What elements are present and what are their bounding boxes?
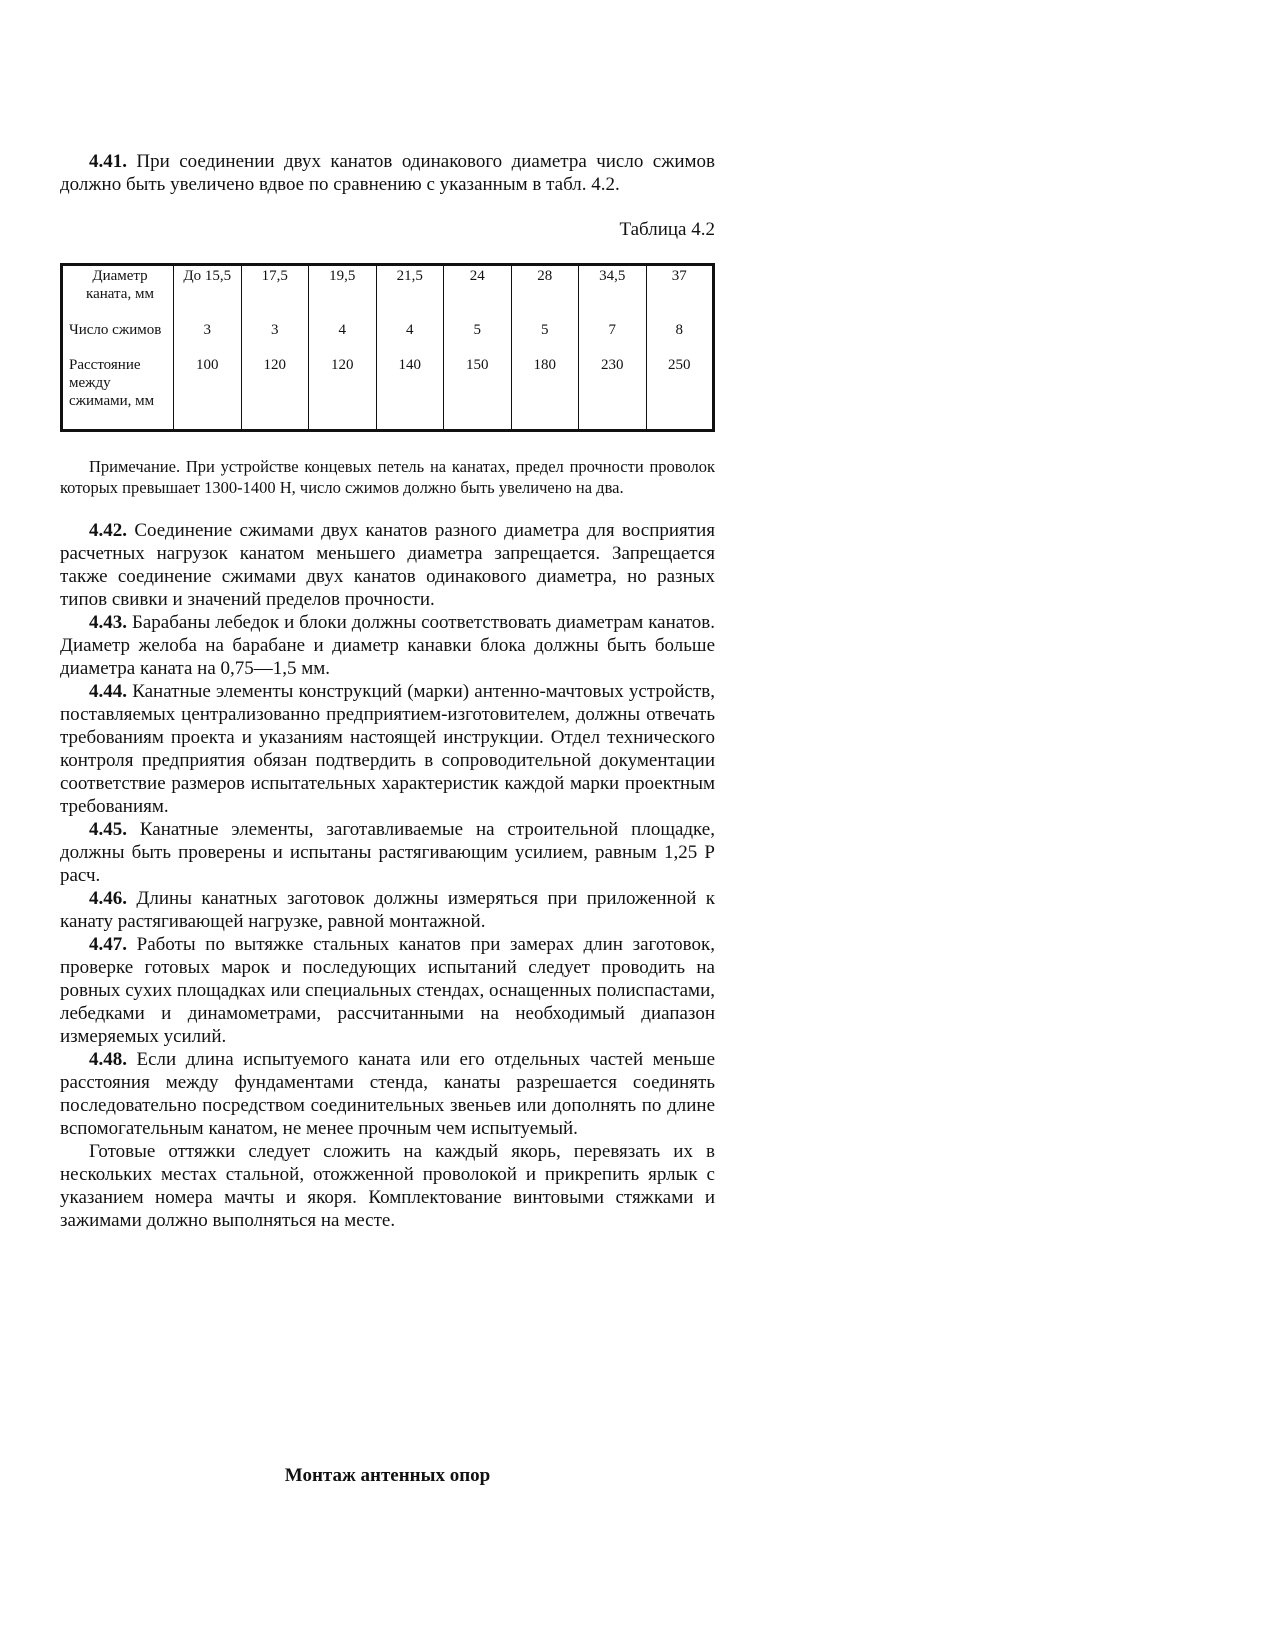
clause-text: При соединении двух канатов одинакового диаметра число сжимов должно быть увеличено вдвое по сравнению с указанным в табл. 4.2. xyxy=(60,151,715,195)
clause-number: 4.45. xyxy=(89,819,127,840)
table-cell: 3 xyxy=(241,307,309,352)
table-cell: 140 xyxy=(376,352,444,431)
table-cell: 250 xyxy=(646,352,714,431)
paragraph-final: Готовые оттяжки следует сложить на каждый якорь, перевязать их в нескольких местах стальной, отожженной проволокой и прикрепить ярлык с указанием номера мачты и якоря. Комплектование винтовыми стяжками и зажимами должно выполняться на месте. xyxy=(60,1141,715,1231)
paragraph-4-44 xyxy=(60,680,715,818)
table-cell: 5 xyxy=(511,307,579,352)
paragraph-4-47 xyxy=(60,933,715,1048)
table-cell: До 15,5 xyxy=(174,265,242,308)
table-cell: 5 xyxy=(444,307,512,352)
spacer xyxy=(60,498,715,519)
paragraph-4-48 xyxy=(60,1048,715,1140)
table-cell: 230 xyxy=(579,352,647,431)
clause-text: Если длина испытуемого каната или его отдельных частей меньше расстояния между фундаментами стенда, канаты разрешается соединять последовательно посредством соединительных звеньев или дополнять по длине вспомогательным канатом, не менее прочным чем испытуемый. xyxy=(60,1049,715,1139)
table-cell: 150 xyxy=(444,352,512,431)
paragraph-4-41 xyxy=(60,150,715,196)
clause-text: Работы по вытяжке стальных канатов при замерах длин заготовок, проверке готовых марок и последующих испытаний следует проводить на ровных сухих площадках или специальных стендах, оснащенных полиспастами, лебедками и динамометрами, рассчитанными на необходимый диапазон измеряемых усилий. xyxy=(60,934,715,1047)
paragraph-4-42 xyxy=(60,519,715,611)
table-row-clamps xyxy=(62,307,714,352)
clause-number: 4.48. xyxy=(89,1049,127,1070)
row-header-distance: Расстояние между сжимами, мм xyxy=(62,352,174,431)
table-row-diameter xyxy=(62,265,714,308)
clause-number: 4.44. xyxy=(89,681,127,702)
table-cell: 3 xyxy=(174,307,242,352)
table-cell: 21,5 xyxy=(376,265,444,308)
table-cell: 37 xyxy=(646,265,714,308)
table-cell: 4 xyxy=(376,307,444,352)
clause-number: 4.42. xyxy=(89,520,127,541)
clause-number: 4.41. xyxy=(89,151,127,172)
document-body xyxy=(60,150,715,1232)
clause-number: 4.47. xyxy=(89,934,127,955)
table-cell: 7 xyxy=(579,307,647,352)
clause-number: 4.43. xyxy=(89,612,127,633)
table-cell: 19,5 xyxy=(309,265,377,308)
table-cell: 120 xyxy=(309,352,377,431)
clause-text: Соединение сжимами двух канатов разного диаметра для восприятия расчетных нагрузок канатом меньшего диаметра запрещается. Запрещается также соединение сжимами двух канатов одинакового диаметра, но разных типов свивки и значений пределов прочности. xyxy=(60,520,715,610)
paragraph-4-45 xyxy=(60,818,715,887)
section-heading: Монтаж антенных опор xyxy=(284,1465,491,1486)
row-header-clamps: Число сжимов xyxy=(62,307,174,352)
table-cell: 24 xyxy=(444,265,512,308)
clause-number: 4.46. xyxy=(89,888,127,909)
table-cell: 100 xyxy=(174,352,242,431)
table-cell: 8 xyxy=(646,307,714,352)
table-row-distance xyxy=(62,352,714,431)
table-cell: 28 xyxy=(511,265,579,308)
row-header-diameter: Диаметр каната, мм xyxy=(62,265,174,308)
table-cell: 17,5 xyxy=(241,265,309,308)
clause-text: Канатные элементы конструкций (марки) антенно-мачтовых устройств, поставляемых централизованно предприятием-изготовителем, должны отвечать требованиям проекта и указаниям настоящей инструкции. Отдел технического контроля предприятия обязан подтвердить в сопроводительной документации соответствие размеров испытательных характеристик каждой марки проектным требованиям. xyxy=(60,681,715,817)
table-note: Примечание. При устройстве концевых петель на канатах, предел прочности проволок которых превышает 1300-1400 Н, число сжимов должно быть увеличено на два. xyxy=(60,457,715,497)
clause-text: Барабаны лебедок и блоки должны соответствовать диаметрам канатов. Диаметр желоба на барабане и диаметр канавки блока должны быть больше диаметра каната на 0,75—1,5 мм. xyxy=(60,612,715,679)
clamp-table xyxy=(60,263,715,432)
paragraph-4-43 xyxy=(60,611,715,680)
table-cell: 120 xyxy=(241,352,309,431)
table-cell: 34,5 xyxy=(579,265,647,308)
table-cell: 4 xyxy=(309,307,377,352)
table-caption: Таблица 4.2 xyxy=(619,219,715,240)
table-cell: 180 xyxy=(511,352,579,431)
clause-text: Длины канатных заготовок должны измеряться при приложенной к канату растягивающей нагрузке, равной монтажной. xyxy=(60,888,715,932)
clause-text: Канатные элементы, заготавливаемые на строительной площадке, должны быть проверены и испытаны растягивающим усилием, равным 1,25 Р расч. xyxy=(60,819,715,886)
paragraph-4-46 xyxy=(60,887,715,933)
